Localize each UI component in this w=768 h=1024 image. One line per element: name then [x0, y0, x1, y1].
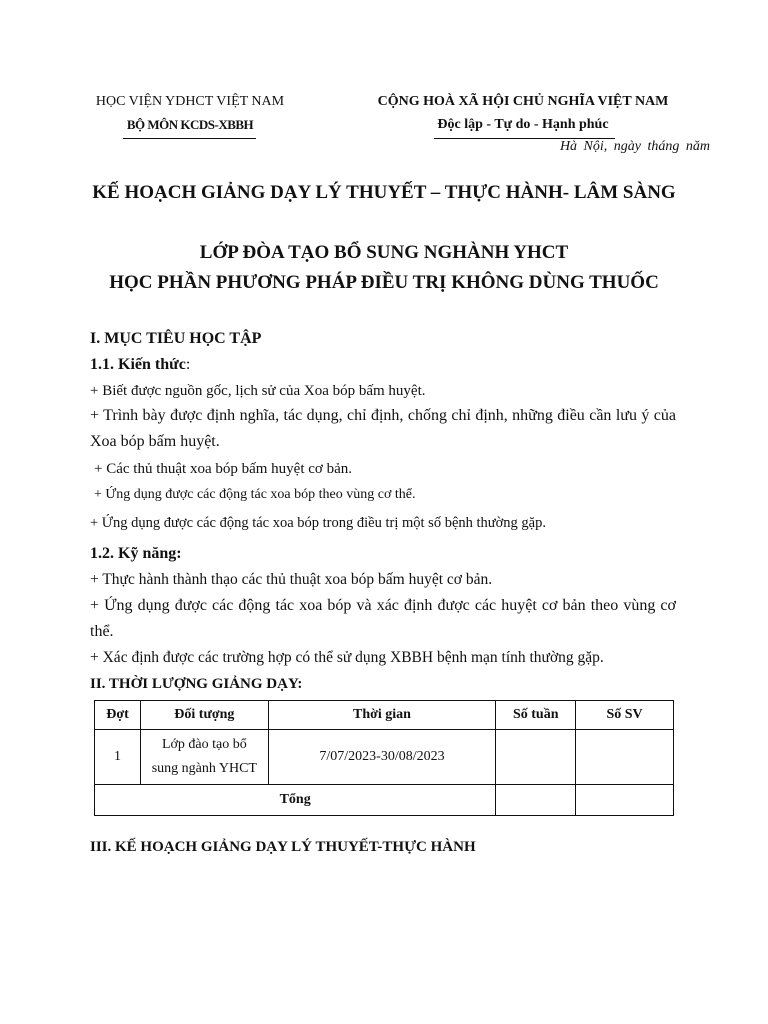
col-header-weeks: Số tuần	[496, 701, 576, 730]
teaching-duration-table	[94, 700, 674, 816]
col-header-target: Đối tượng	[140, 701, 268, 730]
cell-total-weeks	[496, 785, 576, 816]
knowledge-heading: 1.1. Kiến thức	[90, 356, 186, 373]
cell-target-line-2: sung ngành YHCT	[151, 761, 257, 776]
cell-students	[576, 730, 674, 785]
knowledge-item-5: + Ứng dụng được các động tác xoa bóp trong điều trị một số bệnh thường gặp.	[90, 515, 546, 531]
skills-item-3: + Xác định được các trường hợp có thể sử dụng XBBH bệnh mạn tính thường gặp.	[90, 649, 604, 666]
cell-target-line-1: Lớp đào tạo bổ	[161, 737, 247, 752]
department-underline	[123, 138, 256, 139]
institution-name: HỌC VIỆN YDHCT VIỆT NAM	[95, 94, 285, 109]
knowledge-heading-line	[90, 352, 676, 378]
col-header-period: Thời gian	[268, 701, 496, 730]
cell-period: 7/07/2023-30/08/2023	[268, 730, 496, 785]
class-title: LỚP ĐÒA TẠO BỔ SUNG NGHÀNH YHCT	[199, 242, 569, 263]
table-row	[95, 730, 674, 785]
cell-total-label: Tổng	[95, 785, 496, 816]
table-header-row	[95, 701, 674, 730]
col-header-batch: Đợt	[95, 701, 141, 730]
module-title: HỌC PHẦN PHƯƠNG PHÁP ĐIỀU TRỊ KHÔNG DÙNG THUỐC	[109, 272, 659, 293]
skills-heading: 1.2. Kỹ năng:	[90, 545, 182, 562]
cell-weeks	[496, 730, 576, 785]
knowledge-item-1: + Biết được nguồn gốc, lịch sử của Xoa bóp bấm huyệt.	[90, 383, 426, 399]
knowledge-item-4: + Ứng dụng được các động tác xoa bóp theo vùng cơ thể.	[94, 487, 416, 502]
skills-item-2: + Ứng dụng được các động tác xoa bóp và xác định được các huyệt cơ bản theo vùng cơ thể.	[90, 597, 676, 640]
cell-total-students	[576, 785, 674, 816]
col-header-students: Số SV	[576, 701, 674, 730]
table-total-row	[95, 785, 674, 816]
document-title: KẾ HOẠCH GIẢNG DẠY LÝ THUYẾT – THỰC HÀNH- LÂM SÀNG	[92, 182, 676, 203]
country-name: CỘNG HOÀ XÃ HỘI CHỦ NGHĨA VIỆT NAM	[377, 94, 669, 109]
department-name: BỘ MÔN KCDS-XBBH	[126, 117, 254, 132]
section-2-heading: II. THỜI LƯỢNG GIẢNG DẠY:	[90, 676, 303, 692]
place-date-line: Hà Nội, ngày tháng năm	[559, 139, 710, 154]
cell-target	[140, 730, 268, 785]
cell-batch: 1	[95, 730, 141, 785]
section-1-heading: I. MỤC TIÊU HỌC TẬP	[90, 330, 262, 347]
knowledge-item-2: + Trình bày được định nghĩa, tác dụng, chỉ định, chống chỉ định, những điều cần lưu ý của Xoa bóp bấm huyệt.	[90, 407, 676, 450]
skills-item-1: + Thực hành thành thạo các thủ thuật xoa bóp bấm huyệt cơ bản.	[90, 571, 493, 588]
knowledge-colon: :	[185, 356, 191, 373]
section-3-heading: III. KẾ HOẠCH GIẢNG DẠY LÝ THUYẾT-THỰC HÀNH	[90, 839, 476, 855]
national-motto: Độc lập - Tự do - Hạnh phúc	[437, 117, 609, 132]
knowledge-item-3: + Các thủ thuật xoa bóp bấm huyệt cơ bản.	[94, 461, 352, 477]
